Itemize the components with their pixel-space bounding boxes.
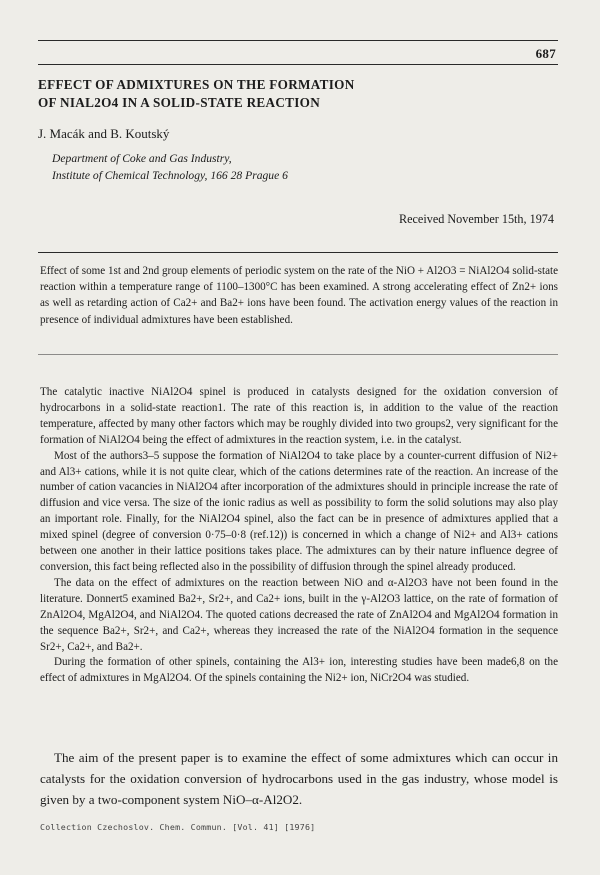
top-rule (38, 40, 558, 41)
article-title (38, 76, 538, 112)
paragraph-4: During the formation of other spinels, containing the Al3+ ion, interesting studies have been made6,8 on the effect of admixtures in MgAl2O4. Of the spinels containing the Ni2+ ion, NiCr2O4 was studied. (40, 656, 558, 685)
paragraph-2: Most of the authors3–5 suppose the formation of NiAl2O4 to take place by a counter-current diffusion of Ni2+ and Al3+ cations, while it is not quite clear, which of the cations determines rate of the reaction. An increase of the number of cation vacancies in NiAl2O4 after incorporation of the admixtures should in principle increase the rate of diffusion and vice versa. The size of the ionic radius as well as possibility to form the solid solutions may also play an important role. Finally, for the NiAl2O4 spinel, also the fact can be in presence of admixtures applied that a mixed spinel (degree of conversion 0·75–0·8 (ref.12)) is concerned in which a change of Ni2+ and Al3+ cations between one another in their lattice positions takes place. The admixtures can by their nature influence degree of conversion, this fact being reflected also in the possibility of diffusion through the spinel already produced. (40, 449, 558, 573)
affiliation-line-2: Institute of Chemical Technology, 166 28 Prague 6 (52, 169, 288, 182)
title-line-1: EFFECT OF ADMIXTURES ON THE FORMATION (38, 77, 355, 92)
header-rule (38, 64, 558, 65)
received-date: Received November 15th, 1974 (398, 212, 554, 226)
page-number: 687 (535, 46, 556, 61)
abstract: Effect of some 1st and 2nd group elements of periodic system on the rate of the NiO + Al2O3 = NiAl2O4 solid-state reaction within a temperature range of 1100–1300°C has been examined. A strong accelerating effect of Zn2+ ions as well as retarding action of Ca2+ and Ba2+ ions have been found. The activation energy values of the reaction in presence of individual admixtures have been established. (40, 265, 558, 326)
aim-paragraph: The aim of the present paper is to examine the effect of some admixtures which can occur in catalysts for the oxidation conversion of hydrocarbons used in the gas industry, whose model is given by a two-component system NiO–α-Al2O2. (40, 750, 558, 807)
footer-citation: Collection Czechoslov. Chem. Commun. [Vol. 41] [1976] (40, 822, 316, 832)
title-line-2: OF NIAL2O4 IN A SOLID-STATE REACTION (38, 95, 321, 110)
authors: J. Macák and B. Koutský (38, 126, 170, 141)
paragraph-3: The data on the effect of admixtures on the reaction between NiO and α-Al2O3 have not been found in the literature. Donnert5 examined Ba2+, Sr2+, and Ca2+ ions, built in the γ-Al2O3 lattice, on the rate of formation of ZnAl2O4, MgAl2O4, and NiAl2O4. The quoted cations decreased the rate of ZnAl2O4 and MgAl2O4 formation in the sequence Ba2+, Sr2+, and Ca2+, whereas they increased the rate of the NiAl2O4 formation in the sequence Sr2+, Ca2+, and Ba2+. (40, 576, 558, 653)
affiliation (52, 150, 288, 184)
abstract-bottom-rule (38, 354, 558, 355)
body-text (40, 385, 558, 687)
paragraph-1: The catalytic inactive NiAl2O4 spinel is produced in catalysts designed for the oxidation conversion of hydrocarbons in a solid-state reaction1. The rate of this reaction is, in addition to the value of the reaction temperature, affected by many other factors which may be roughly divided into two groups2, very significant for the formation of NiAl2O4 being the effect of admixtures in the reaction system, i.e. in the catalyst. (40, 386, 558, 446)
affiliation-line-1: Department of Coke and Gas Industry, (52, 152, 232, 165)
abstract-top-rule (38, 252, 558, 253)
